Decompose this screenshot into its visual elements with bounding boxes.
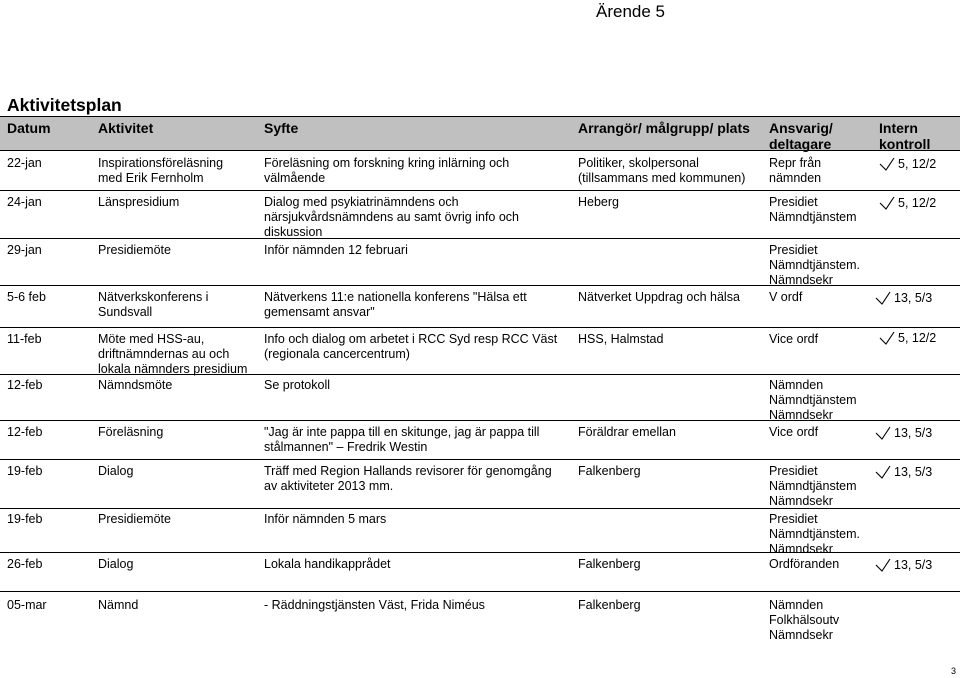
row-responsible-line: Presidiet (769, 195, 818, 209)
row-divider (0, 285, 960, 286)
row-responsible-line: Nämndtjänstem. (769, 258, 861, 272)
row-organizer-line: (tillsammans med kommunen) (578, 171, 746, 185)
row-activity-line: med Erik Fernholm (98, 171, 204, 185)
row-responsible-line: Nämndsekr (769, 542, 833, 556)
row-purpose-line: diskussion (264, 225, 323, 239)
row-activity-line: Möte med HSS-au, (98, 332, 205, 346)
row-date: 11-feb (7, 332, 42, 346)
row-responsible-line: Nämndtjänstem (769, 393, 857, 407)
header-responsible-line1: Ansvarig/ (769, 120, 833, 136)
row-purpose-line: närsjukvårdsnämndens au samt övrig info och (264, 210, 519, 224)
row-divider (0, 374, 960, 375)
row-purpose-line: Föreläsning om forskning kring inlärning och (264, 156, 510, 170)
row-activity-line: Länspresidium (98, 195, 180, 209)
checkmark-icon (875, 291, 891, 305)
row-purpose-line: (regionala cancercentrum) (264, 347, 410, 361)
row-divider (0, 552, 960, 553)
header-organizer: Arrangör/ målgrupp/ plats (578, 120, 750, 136)
row-purpose-line: Lokala handikapprådet (264, 557, 391, 571)
row-divider (0, 420, 960, 421)
row-purpose-line: av aktiviteter 2013 mm. (264, 479, 394, 493)
row-control-value: 13, 5/3 (894, 426, 933, 440)
row-activity-line: Dialog (98, 464, 134, 478)
row-date: 22-jan (7, 156, 42, 170)
row-activity-line: Nämndsmöte (98, 378, 173, 392)
row-responsible-line: Nämndsekr (769, 628, 833, 642)
row-responsible-line: Presidiet (769, 243, 818, 257)
row-control-value: 5, 12/2 (898, 331, 937, 345)
row-date: 19-feb (7, 464, 43, 478)
row-date: 24-jan (7, 195, 42, 209)
row-divider (0, 190, 960, 191)
row-purpose-line: Dialog med psykiatrinämndens och (264, 195, 459, 209)
row-responsible-line: Presidiet (769, 512, 818, 526)
row-responsible-line: V ordf (769, 290, 803, 304)
row-organizer-line: Nätverket Uppdrag och hälsa (578, 290, 740, 304)
checkmark-icon (875, 558, 891, 572)
row-responsible-line: Vice ordf (769, 332, 819, 346)
row-date: 19-feb (7, 512, 43, 526)
row-purpose-line: Träff med Region Hallands revisorer för genomgång (264, 464, 552, 478)
row-organizer-line: HSS, Halmstad (578, 332, 664, 346)
row-organizer-line: Politiker, skolpersonal (578, 156, 699, 170)
checkmark-icon (879, 157, 895, 171)
row-control (875, 558, 932, 572)
row-divider (0, 591, 960, 592)
row-purpose-line: stålmannen" – Fredrik Westin (264, 440, 428, 454)
row-control-value: 5, 12/2 (898, 196, 937, 210)
row-control-value: 5, 12/2 (898, 157, 937, 171)
row-responsible-line: Nämnden (769, 598, 824, 612)
row-responsible-line: Nämndsekr (769, 408, 833, 422)
checkmark-icon (879, 196, 895, 210)
row-date: 05-mar (7, 598, 47, 612)
row-purpose-line: Nätverkens 11:e nationella konferens "Hälsa ett (264, 290, 527, 304)
row-responsible-line: Nämndtjänstem (769, 479, 857, 493)
checkmark-icon (875, 465, 891, 479)
row-divider (0, 238, 960, 239)
row-activity-line: driftnämndernas au och (98, 347, 230, 361)
row-control-value: 13, 5/3 (894, 558, 933, 572)
row-control-value: 13, 5/3 (894, 465, 933, 479)
row-responsible-line: Nämndtjänstem. (769, 527, 861, 541)
row-responsible-line: Presidiet (769, 464, 818, 478)
row-activity-line: Föreläsning (98, 425, 164, 439)
row-responsible-line: Nämndsekr (769, 273, 833, 287)
row-date: 5-6 feb (7, 290, 46, 304)
row-activity-line: Presidiemöte (98, 243, 171, 257)
checkmark-icon (879, 331, 895, 345)
row-control (879, 157, 936, 171)
row-activity-line: Sundsvall (98, 305, 153, 319)
row-activity-line: Inspirationsföreläsning (98, 156, 224, 170)
header-control-line2: kontroll (879, 136, 931, 152)
row-responsible-line: nämnden (769, 171, 822, 185)
header-date: Datum (7, 120, 51, 136)
plan-title: Aktivitetsplan (7, 95, 122, 115)
table-header (0, 116, 960, 151)
header-control-line1: Intern (879, 120, 918, 136)
header-activity: Aktivitet (98, 120, 154, 136)
row-responsible-line: Nämndsekr (769, 494, 833, 508)
row-purpose-line: Se protokoll (264, 378, 331, 392)
row-purpose-line: "Jag är inte pappa till en skitunge, jag är pappa till (264, 425, 540, 439)
row-date: 12-feb (7, 378, 43, 392)
row-date: 26-feb (7, 557, 43, 571)
header-purpose: Syfte (264, 120, 299, 136)
row-responsible-line: Nämndtjänstem (769, 210, 857, 224)
row-purpose-line: välmående (264, 171, 326, 185)
row-control (875, 426, 932, 440)
row-purpose-line: gemensamt ansvar" (264, 305, 375, 319)
row-control (875, 291, 932, 305)
row-purpose-line: Inför nämnden 12 februari (264, 243, 408, 257)
page-number: 3 (951, 666, 957, 676)
row-purpose-line: Inför nämnden 5 mars (264, 512, 387, 526)
row-activity-line: Nämnd (98, 598, 139, 612)
row-control-value: 13, 5/3 (894, 291, 933, 305)
row-responsible-line: Vice ordf (769, 425, 819, 439)
row-organizer-line: Föräldrar emellan (578, 425, 676, 439)
row-responsible-line: Folkhälsoutv (769, 613, 840, 627)
row-organizer-line: Falkenberg (578, 464, 641, 478)
row-control (879, 196, 936, 210)
row-responsible-line: Repr från (769, 156, 822, 170)
row-divider (0, 508, 960, 509)
row-responsible-line: Ordföranden (769, 557, 840, 571)
row-organizer-line: Falkenberg (578, 598, 641, 612)
row-organizer-line: Falkenberg (578, 557, 641, 571)
row-responsible-line: Nämnden (769, 378, 824, 392)
row-activity-line: Presidiemöte (98, 512, 171, 526)
header-responsible-line2: deltagare (769, 136, 832, 152)
row-activity-line: Nätverkskonferens i (98, 290, 209, 304)
row-divider (0, 327, 960, 328)
row-control (875, 465, 932, 479)
row-purpose-line: Info och dialog om arbetet i RCC Syd resp RCC Väst (264, 332, 558, 346)
row-activity-line: lokala nämnders presidium (98, 362, 248, 376)
row-date: 29-jan (7, 243, 42, 257)
checkmark-icon (875, 426, 891, 440)
row-control (879, 331, 936, 345)
row-divider (0, 459, 960, 460)
row-purpose-line: - Räddningstjänsten Väst, Frida Niméus (264, 598, 485, 612)
row-organizer-line: Heberg (578, 195, 619, 209)
case-label: Ärende 5 (596, 2, 665, 21)
row-date: 12-feb (7, 425, 43, 439)
row-activity-line: Dialog (98, 557, 134, 571)
